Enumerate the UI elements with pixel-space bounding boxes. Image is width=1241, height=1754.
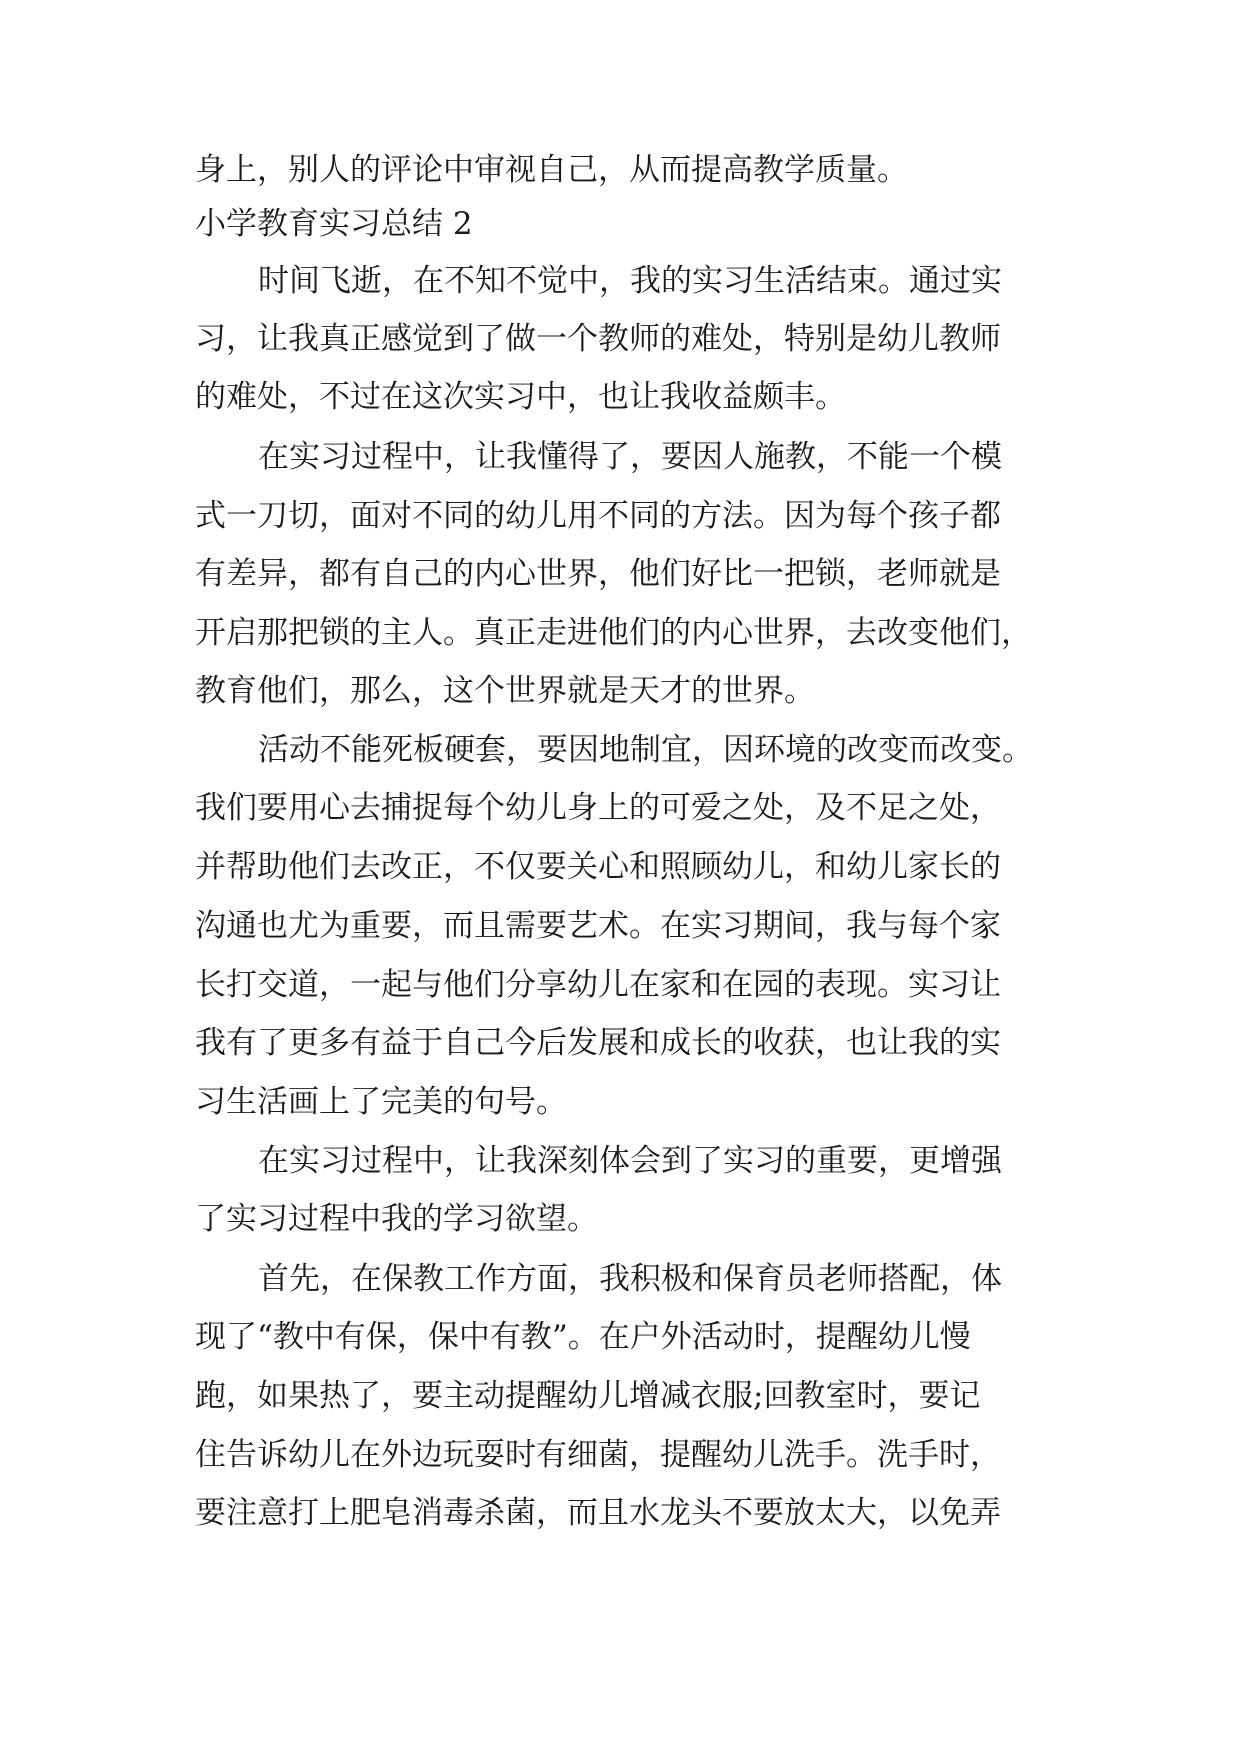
text-line: 习，让我真正感觉到了做一个教师的难处，特别是幼儿教师 [195,321,1001,357]
text-line: 我们要用心去捕捉每个幼儿身上的可爱之处，及不足之处， [195,790,1001,826]
text-line: 沟通也尤为重要，而且需要艺术。在实习期间，我与每个家 [195,908,1001,944]
text-line: 住告诉幼儿在外边玩耍时有细菌，提醒幼儿洗手。洗手时， [195,1437,1001,1473]
text-line: 长打交道，一起与他们分享幼儿在家和在园的表现。实习让 [195,967,1001,1003]
section-heading: 小学教育实习总结 2 [195,206,473,242]
text-line: 在实习过程中，让我懂得了，要因人施教，不能一个模 [258,439,1002,475]
text-line: 时间飞逝，在不知不觉中，我的实习生活结束。通过实 [258,263,1002,299]
text-line: 活动不能死板硬套，要因地制宜，因环境的改变而改变。 [258,732,1033,768]
text-line: 在实习过程中，让我深刻体会到了实习的重要，更增强 [258,1143,1002,1179]
text-line: 有差异，都有自己的内心世界，他们好比一把锁，老师就是 [195,556,1001,592]
text-line: 我有了更多有益于自己今后发展和成长的收获，也让我的实 [195,1025,1001,1061]
text-line: 跑，如果热了，要主动提醒幼儿增减衣服;回教室时，要记 [195,1378,981,1414]
text-line: 的难处，不过在这次实习中，也让我收益颇丰。 [195,379,846,415]
text-line: 并帮助他们去改正，不仅要关心和照顾幼儿，和幼儿家长的 [195,849,1001,885]
text-line: 首先，在保教工作方面，我积极和保育员老师搭配，体 [258,1261,1002,1297]
text-line: 式一刀切，面对不同的幼儿用不同的方法。因为每个孩子都 [195,498,1001,534]
text-line: 教育他们，那么，这个世界就是天才的世界。 [195,673,815,709]
text-line: 开启那把锁的主人。真正走进他们的内心世界，去改变他们， [195,615,1032,651]
text-line: 要注意打上肥皂消毒杀菌，而且水龙头不要放太大，以免弄 [195,1495,1001,1531]
text-line: 现了“教中有保，保中有教”。在户外活动时，提醒幼儿慢 [195,1319,971,1355]
text-line: 身上，别人的评论中审视自己，从而提高教学质量。 [195,152,908,188]
text-line: 了实习过程中我的学习欲望。 [195,1201,598,1237]
text-line: 习生活画上了完美的句号。 [195,1084,567,1120]
